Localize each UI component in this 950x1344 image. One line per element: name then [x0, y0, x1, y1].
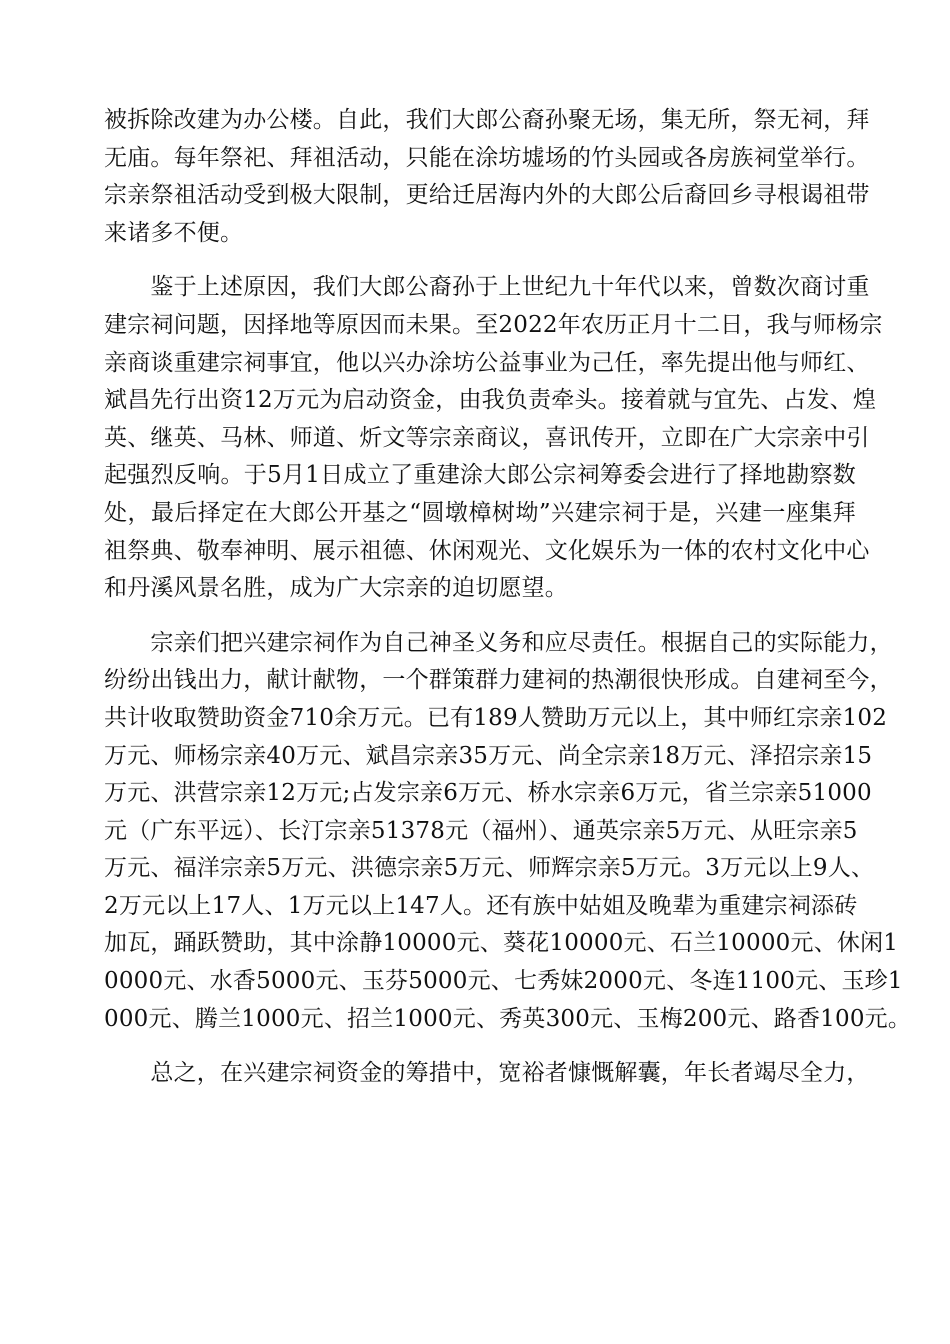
- text-line: 宗亲祭祖活动受到极大限制，更给迁居海内外的大郎公后裔回乡寻根谒祖带: [104, 182, 870, 209]
- text-line: 2万元以上17人、1万元以上147人。还有族中姑姐及晚辈为重建宗祠添砖: [104, 892, 858, 919]
- text-line: 建宗祠问题，因择地等原因而未果。至2022年农历正月十二日，我与师杨宗: [104, 311, 883, 338]
- text-line: 处，最后择定在大郎公开基之“圆墩樟树坳”兴建宗祠于是，兴建一座集拜: [104, 499, 856, 526]
- text-line: 被拆除改建为办公楼。自此，我们大郎公裔孙聚无场，集无所，祭无祠，拜: [104, 107, 870, 133]
- text-line: 来诸多不便。: [104, 219, 244, 246]
- text-line: 祖祭典、敬奉神明、展示祖德、休闲观光、文化娱乐为一体的农村文化中心: [104, 537, 870, 564]
- text-line: 加瓦，踊跃赞助，其中涂静10000元、葵花10000元、石兰10000元、休闲1: [104, 930, 899, 957]
- text-line: 总之，在兴建宗祠资金的筹措中，宽裕者慷慨解囊，年长者竭尽全力，: [104, 1060, 870, 1087]
- text-line: 和丹溪风景名胜，成为广大宗亲的迫切愿望。: [104, 575, 568, 602]
- text-line: 000元、腾兰1000元、招兰1000元、秀英300元、玉梅200元、路香100元。: [104, 1005, 912, 1032]
- text-line: 共计收取赞助资金710余万元。已有189人赞助万元以上，其中师红宗亲102: [104, 704, 888, 731]
- text-line: 英、继英、马林、师道、炘文等宗亲商议，喜讯传开，立即在广大宗亲中引: [104, 424, 870, 451]
- paragraph-2: [104, 269, 883, 607]
- text-line: 鉴于上述原因，我们大郎公裔孙于上世纪九十年代以来，曾数次商讨重: [104, 274, 870, 301]
- text-line: 宗亲们把兴建宗祠作为自己神圣义务和应尽责任。根据自己的实际能力，: [104, 629, 893, 656]
- text-line: 起强烈反响。于5月1日成立了重建涂大郎公宗祠筹委会进行了择地勘察数: [104, 462, 856, 489]
- text-line: 万元、师杨宗亲40万元、斌昌宗亲35万元、尚全宗亲18万元、泽招宗亲15: [104, 742, 873, 769]
- paragraph-4: [104, 1055, 870, 1093]
- text-line: 亲商谈重建宗祠事宜，他以兴办涂坊公益事业为己任，率先提出他与师红、: [104, 349, 870, 376]
- paragraph-3: [104, 625, 912, 1039]
- paragraph-1: [104, 102, 870, 252]
- text-line: 斌昌先行出资12万元为启动资金，由我负责牵头。接着就与宜先、占发、煌: [104, 387, 877, 414]
- text-line: 0000元、水香5000元、玉芬5000元、七秀妹2000元、冬连1100元、玉珍1: [104, 968, 903, 995]
- text-line: 万元、洪营宗亲12万元;占发宗亲6万元、桥水宗亲6万元，省兰宗亲51000: [104, 780, 872, 807]
- text-line: 万元、福洋宗亲5万元、洪德宗亲5万元、师辉宗亲5万元。3万元以上9人、: [104, 855, 875, 882]
- text-line: 无庙。每年祭祀、拜祖活动，只能在涂坊墟场的竹头园或各房族祠堂举行。: [104, 144, 870, 171]
- text-line: 元（广东平远）、长汀宗亲51378元（福州）、通英宗亲5万元、从旺宗亲5: [104, 817, 858, 844]
- document-page: [104, 102, 912, 1110]
- text-line: 纷纷出钱出力，献计献物，一个群策群力建祠的热潮很快形成。自建祠至今，: [104, 667, 893, 694]
